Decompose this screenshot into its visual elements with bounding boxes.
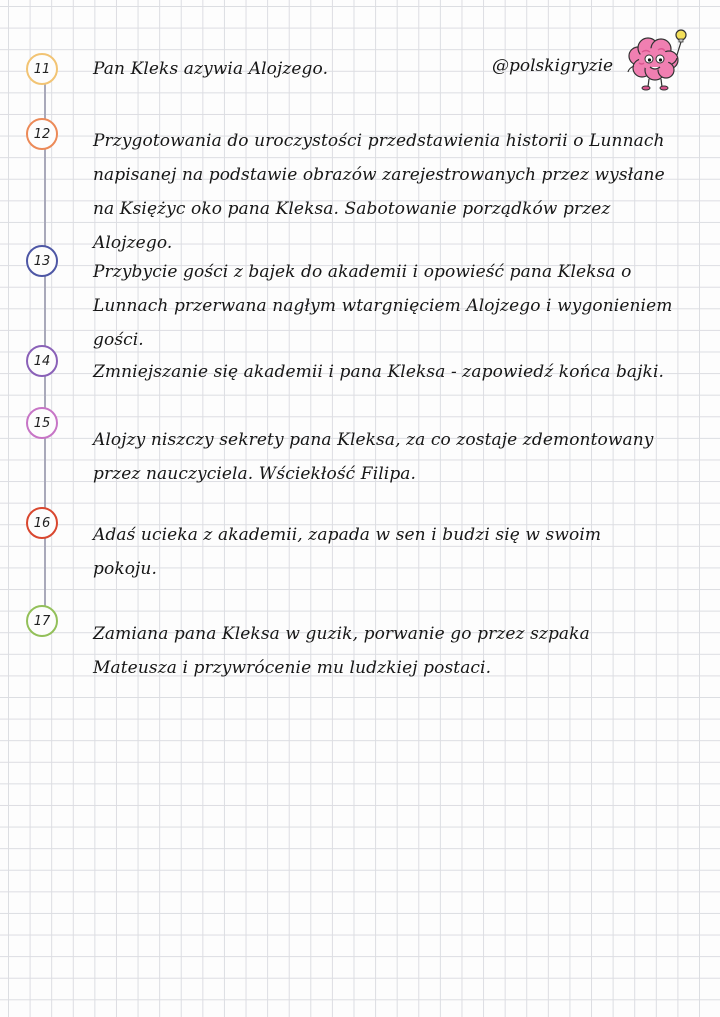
timeline-entry-14-text: Zmniejszanie się akademii i pana Kleksa - zapowiedź końca bajki. (93, 362, 664, 382)
marker-number: 11 (33, 61, 51, 77)
brain-icon (628, 38, 678, 90)
marker-number: 13 (33, 253, 51, 269)
timeline-marker-13 (26, 245, 58, 277)
timeline-entry-13-text: Przybycie gości z bajek do akademii i opowieść pana Kleksa o Lunnach przerwana nagłym wtargnięciem Alojzego i wygonieniem gości. (93, 262, 673, 350)
timeline-marker-14 (26, 345, 58, 377)
timeline-marker-17 (26, 605, 58, 637)
timeline-entry-15-text: Alojzy niszczy sekrety pana Kleksa, za co zostaje zdemontowany przez nauczyciela. Wściekłość Filipa. (93, 430, 654, 484)
author-handle: @polskigryzie (492, 56, 614, 76)
marker-number: 16 (33, 515, 51, 531)
timeline-entry-16-text: Adaś ucieka z akademii, zapada w sen i budzi się w swoim pokoju. (93, 525, 602, 579)
marker-number: 15 (33, 415, 51, 431)
timeline-entry-11-text: Pan Kleks azywia Alojzego. (93, 59, 329, 79)
timeline-marker-11 (26, 53, 58, 85)
timeline-marker-15 (26, 407, 58, 439)
timeline-entry-17-text: Zamiana pana Kleksa w guzik, porwanie go przez szpaka Mateusza i przywrócenie mu ludzkiej postaci. (93, 624, 590, 678)
marker-number: 17 (33, 613, 51, 629)
lightbulb-icon (676, 30, 686, 58)
marker-number: 12 (33, 126, 51, 142)
marker-number: 14 (33, 353, 51, 369)
timeline-marker-12 (26, 118, 58, 150)
timeline-marker-16 (26, 507, 58, 539)
timeline-entry-12-text: Przygotowania do uroczystości przedstawienia historii o Lunnach napisanej na podstawie obrazów zarejestrowanych przez wysłane na Księżyc oko pana Kleksa. Sabotowanie porządków przez Alojzego. (93, 131, 665, 253)
brain-mascot-icon (620, 26, 692, 92)
